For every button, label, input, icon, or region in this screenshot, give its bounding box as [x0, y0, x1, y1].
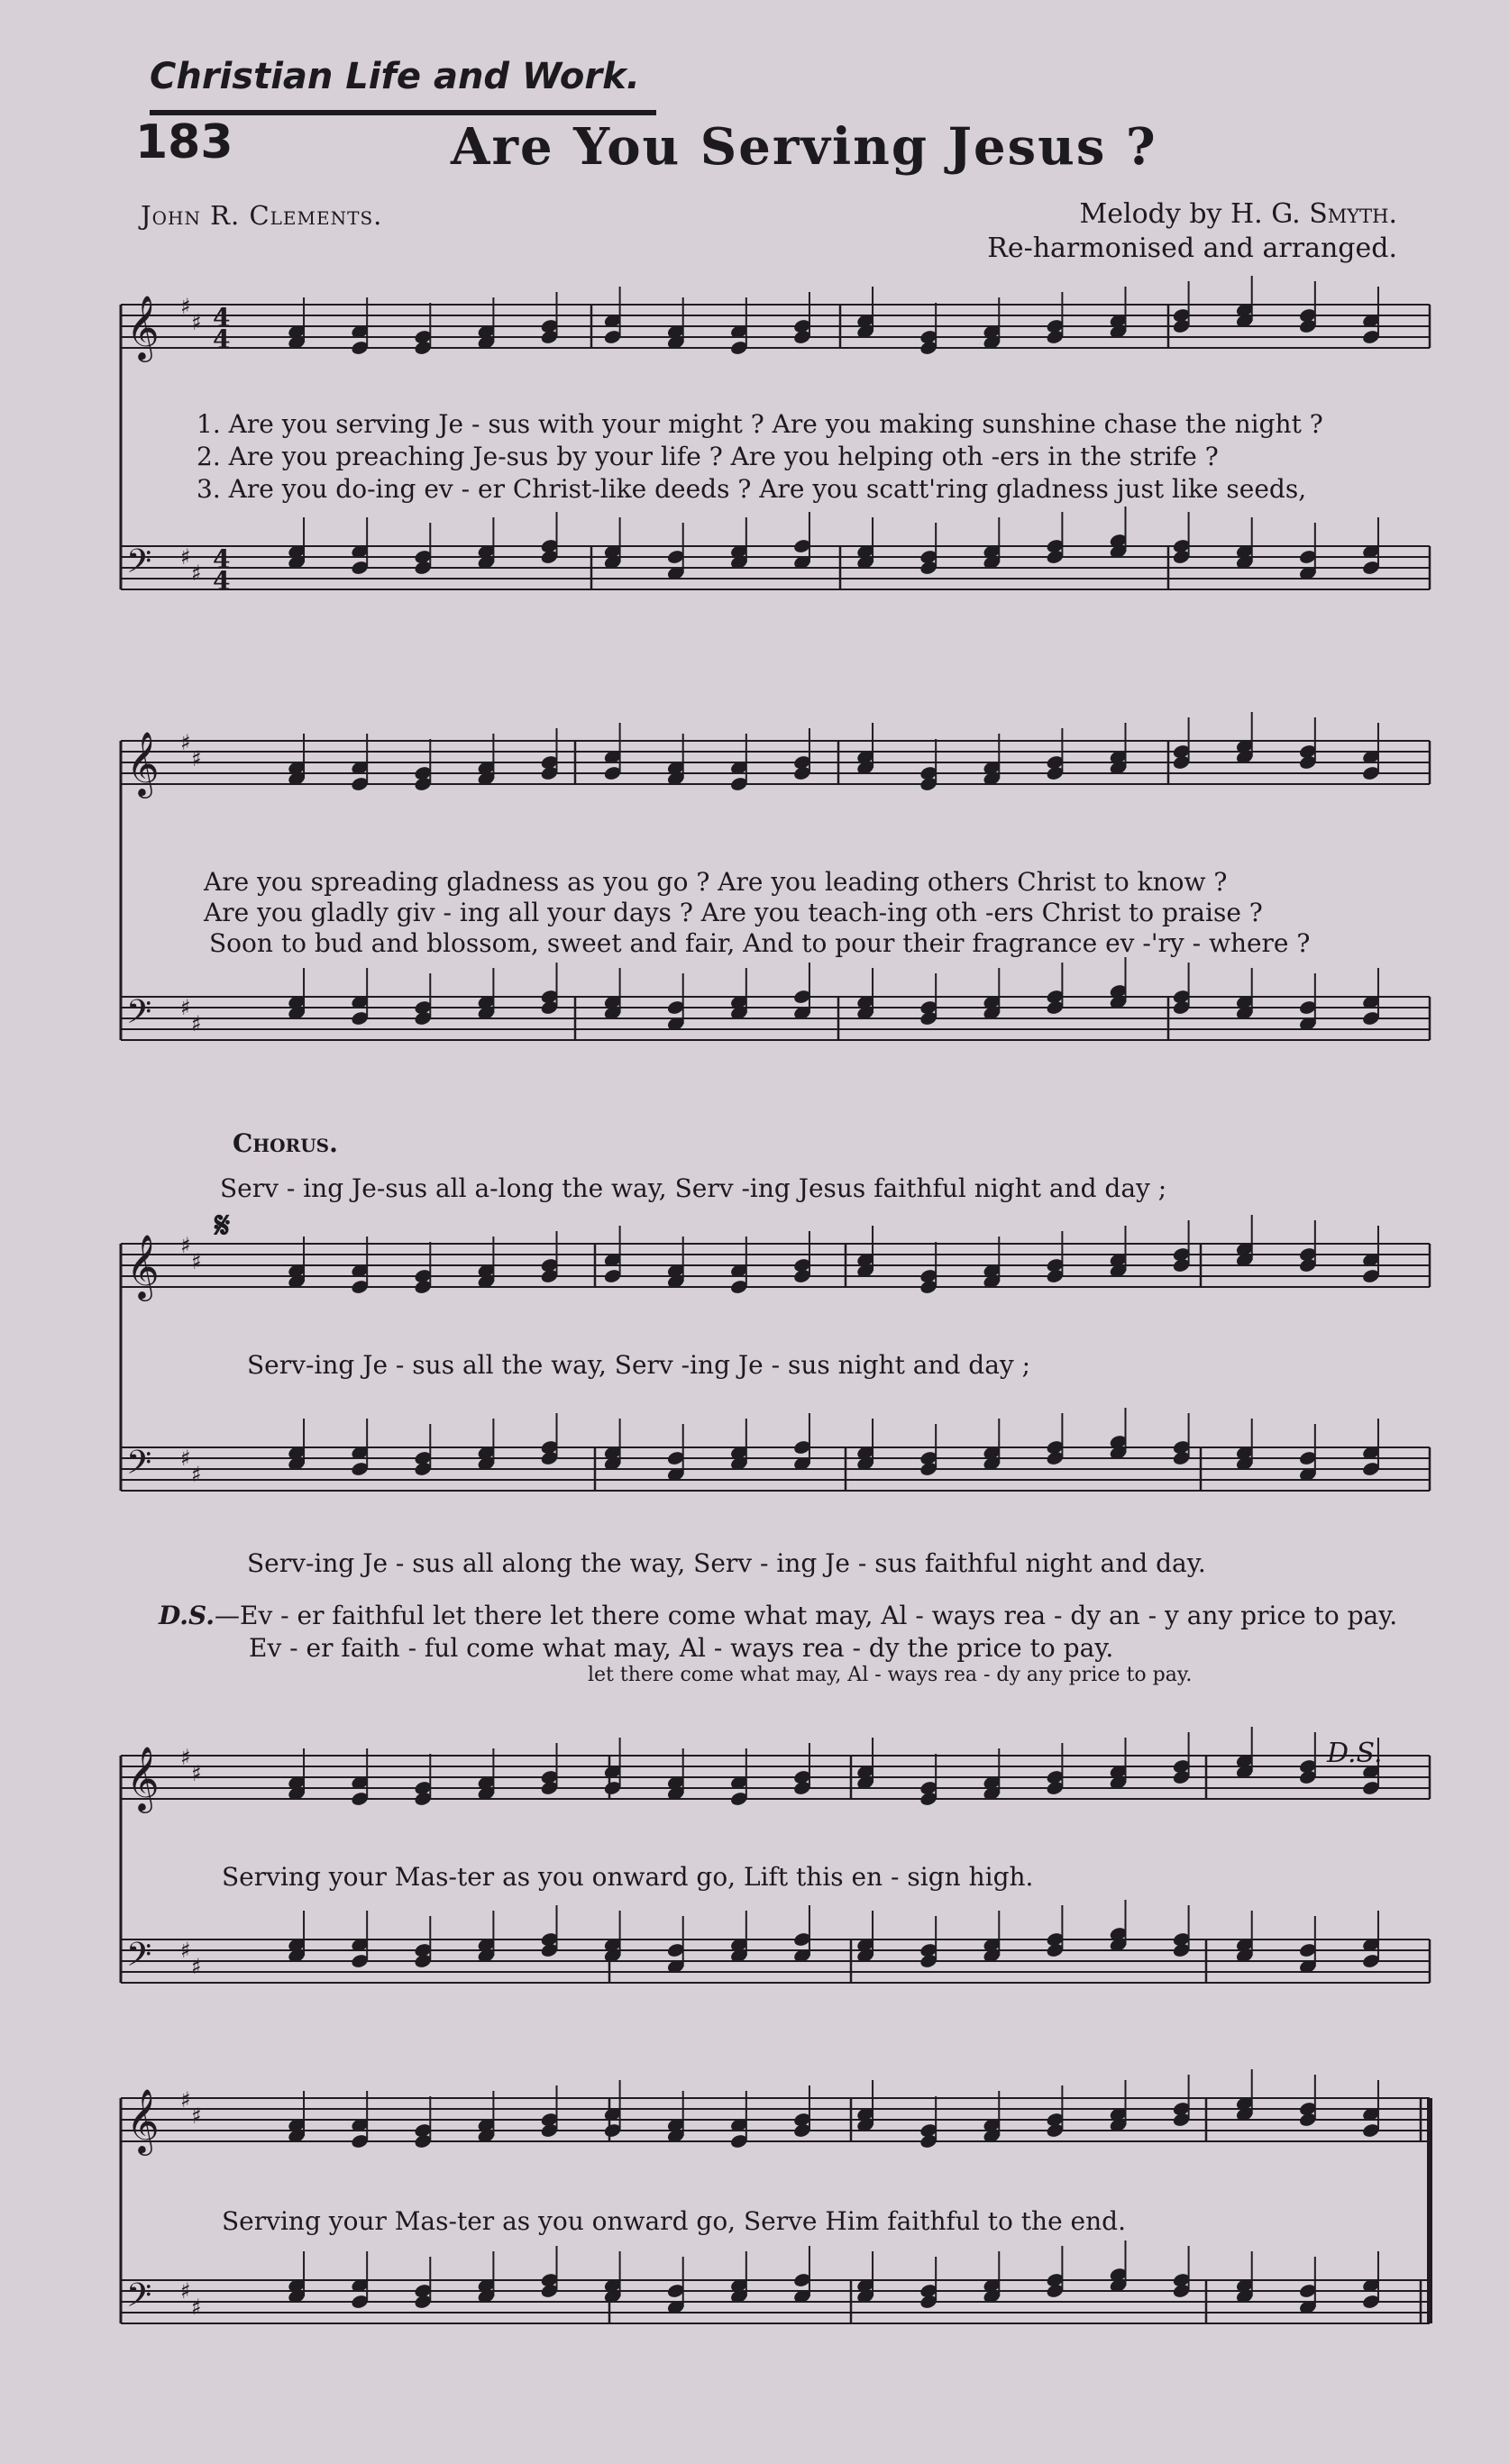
treble-clef-icon: 𝄞 — [126, 294, 160, 360]
chorus-bass-line: Serv-ing Je - sus all along the way, Serv - ing Je - sus faithful night and day. — [247, 1548, 1206, 1578]
key-sharp-icon: ♯ — [191, 1761, 202, 1786]
ds-line-2: Ev - er faith - ful come what may, Al - ways rea - dy the price to pay. — [249, 1633, 1114, 1663]
key-sharp-icon: ♯ — [180, 294, 191, 319]
verse-3-line-1: 3. Are you do-ing ev - er Christ-like deeds ? Are you scatt'ring gladness just like seeds, — [197, 474, 1307, 504]
segno-icon: 𝄋 — [215, 1204, 231, 1246]
ds-mark: D.S. — [1327, 1738, 1383, 1769]
key-sharp-icon: ♯ — [180, 1745, 191, 1770]
key-sharp-icon: ♯ — [180, 1233, 191, 1258]
ds-label: D.S. — [159, 1601, 215, 1630]
hymn-title: Are You Serving Jesus ? — [451, 117, 1157, 177]
ds-line-1 — [159, 1601, 1397, 1630]
author: John R. Clements. — [141, 200, 383, 231]
verse-2-line-1: 2. Are you preaching Je-sus by your life ? Are you helping oth -ers in the strife ? — [197, 442, 1219, 471]
verse-3-line-2: Soon to bud and blossom, sweet and fair, And to pour their fragrance ev -'ry - where ? — [209, 928, 1311, 958]
key-sharp-icon: ♯ — [180, 730, 191, 755]
time-signature-top: 4 — [213, 303, 231, 333]
bass-clef-icon: 𝄢 — [126, 993, 152, 1039]
key-sharp-icon: ♯ — [180, 544, 191, 570]
melody-prefix: Melody by — [1079, 198, 1231, 230]
key-sharp-icon: ♯ — [180, 995, 191, 1020]
key-sharp-icon: ♯ — [191, 1954, 202, 1979]
ds-line-3: let there come what may, Al - ways rea - dy any price to pay. — [588, 1664, 1193, 1686]
serving-line-1: Serving your Mas-ter as you onward go, Lift this en - sign high. — [222, 1862, 1034, 1892]
key-sharp-icon: ♯ — [191, 310, 202, 335]
bass-clef-icon: 𝄢 — [126, 1444, 152, 1490]
bass-clef-icon: 𝄢 — [126, 1936, 152, 1982]
key-sharp-icon: ♯ — [191, 1249, 202, 1274]
treble-clef-icon: 𝄞 — [126, 730, 160, 796]
hymn-number: 183 — [135, 115, 233, 169]
time-signature-top: 4 — [213, 544, 231, 574]
verse-1-line-2: Are you spreading gladness as you go ? Are you leading others Christ to know ? — [204, 867, 1228, 897]
verse-1-line-1: 1. Are you serving Je - sus with your might ? Are you making sunshine chase the night ? — [197, 409, 1323, 439]
key-sharp-icon: ♯ — [191, 1011, 202, 1036]
key-sharp-icon: ♯ — [191, 2295, 202, 2320]
arrangement-credit: Re-harmonised and arranged. — [987, 233, 1397, 264]
chorus-alto-line: Serv-ing Je - sus all the way, Serv -ing Je - sus night and day ; — [247, 1350, 1031, 1380]
bass-clef-icon: 𝄢 — [126, 2277, 152, 2323]
time-signature-bottom: 4 — [213, 566, 231, 596]
key-sharp-icon: ♯ — [191, 561, 202, 586]
key-sharp-icon: ♯ — [180, 1938, 191, 1963]
key-sharp-icon: ♯ — [191, 746, 202, 771]
key-sharp-icon: ♯ — [180, 1446, 191, 1471]
treble-clef-icon: 𝄞 — [126, 2087, 160, 2153]
key-sharp-icon: ♯ — [180, 2087, 191, 2113]
section-title: Christian Life and Work. — [150, 56, 640, 97]
melody-composer: H. G. Smyth. — [1230, 198, 1397, 230]
treble-clef-icon: 𝄞 — [126, 1233, 160, 1299]
chorus-soprano-line: Serv - ing Je-sus all a-long the way, Serv -ing Jesus faithful night and day ; — [220, 1173, 1167, 1203]
key-sharp-icon: ♯ — [180, 2278, 191, 2304]
serving-line-2: Serving your Mas-ter as you onward go, Serve Him faithful to the end. — [222, 2206, 1126, 2236]
chorus-label: Chorus. — [233, 1128, 338, 1158]
treble-clef-icon: 𝄞 — [126, 1745, 160, 1811]
bass-clef-icon: 𝄢 — [126, 543, 152, 589]
verse-2-line-2: Are you gladly giv - ing all your days ? Are you teach-ing oth -ers Christ to praise ? — [204, 898, 1263, 927]
key-sharp-icon: ♯ — [191, 2104, 202, 2129]
ds-line-1-text: —Ev - er faithful let there let there come what may, Al - ways rea - dy an - y any price to pay. — [215, 1601, 1398, 1630]
key-sharp-icon: ♯ — [191, 1462, 202, 1487]
time-signature-bottom: 4 — [213, 324, 231, 354]
